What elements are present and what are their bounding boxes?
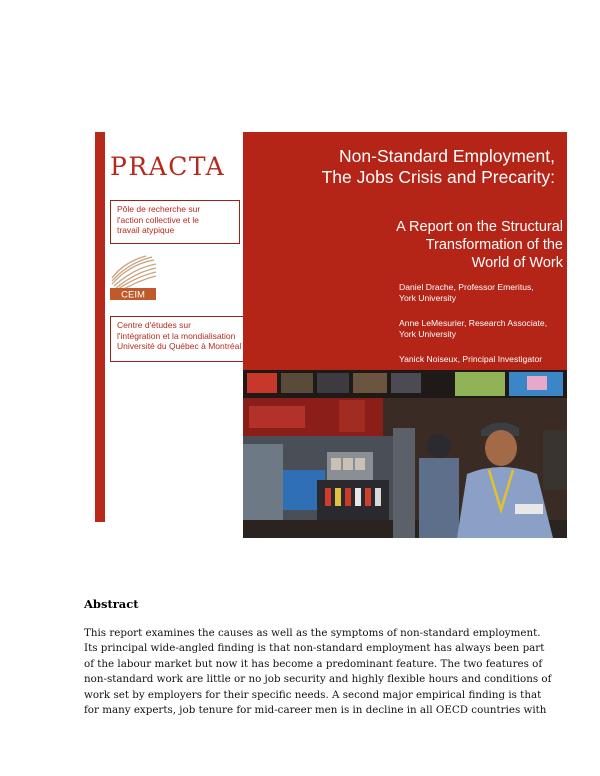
- author-entry: [399, 282, 534, 304]
- author-name: Yanick Noiseux, Principal Investigator: [399, 354, 543, 364]
- abstract-heading: Abstract: [84, 597, 139, 611]
- cover-subtitle-line: World of Work: [471, 255, 563, 271]
- practa-description-box: [110, 200, 240, 244]
- abstract-line: Its principal wide-angled finding is that non-standard employment has always been part: [84, 642, 545, 655]
- report-cover: [95, 132, 567, 538]
- author-entry: [399, 318, 547, 340]
- practa-description-line: Pôle de recherche sur: [117, 204, 201, 214]
- ceim-description-line: l'intégration et la mondialisation: [117, 330, 236, 341]
- cover-title: [255, 146, 555, 188]
- cover-photo: [243, 370, 567, 538]
- abstract-body: [84, 626, 552, 718]
- author-entry: [399, 354, 542, 365]
- cover-left-panel: [105, 132, 243, 538]
- author-name: Daniel Drache, Professor Emeritus,: [399, 282, 534, 292]
- ceim-logo-text: CEIM: [121, 289, 145, 300]
- author-name: Anne LeMesurier, Research Associate,: [399, 318, 548, 328]
- author-affiliation: York University: [399, 293, 456, 303]
- ceim-logo: [110, 254, 156, 300]
- abstract-line: of the labour market but now it has become a predominant feature. The two features of: [84, 657, 543, 670]
- cover-title-line: The Jobs Crisis and Precarity:: [321, 167, 555, 187]
- ceim-description-line: Centre d'études sur: [117, 320, 191, 330]
- cover-left-bar: [95, 132, 105, 522]
- practa-description-line: l'action collective et le: [117, 214, 199, 225]
- cover-subtitle-line: A Report on the Structural: [396, 219, 563, 235]
- abstract-line: for many experts, job tenure for mid-career men is in decline in all OECD countries with: [84, 704, 547, 717]
- practa-description-line: travail atypique: [117, 225, 175, 235]
- abstract-line: This report examines the causes as well as the symptoms of non-standard employment.: [84, 627, 541, 639]
- ceim-description-box: [110, 316, 250, 362]
- cover-title-panel: [243, 132, 567, 370]
- practa-logo: PRACTA: [110, 152, 226, 181]
- abstract-line: non-standard work are little or no job security and highly flexible hours and conditions of: [84, 673, 552, 686]
- cover-subtitle-line: Transformation of the: [425, 237, 563, 253]
- abstract-line: work set by employers for their specific needs. A second major empirical finding is that: [84, 688, 542, 701]
- ceim-description-line: Université du Québec à Montréal: [117, 341, 242, 351]
- cover-subtitle: [263, 218, 563, 272]
- cover-title-line: Non-Standard Employment,: [339, 146, 555, 166]
- author-affiliation: York University: [399, 329, 456, 339]
